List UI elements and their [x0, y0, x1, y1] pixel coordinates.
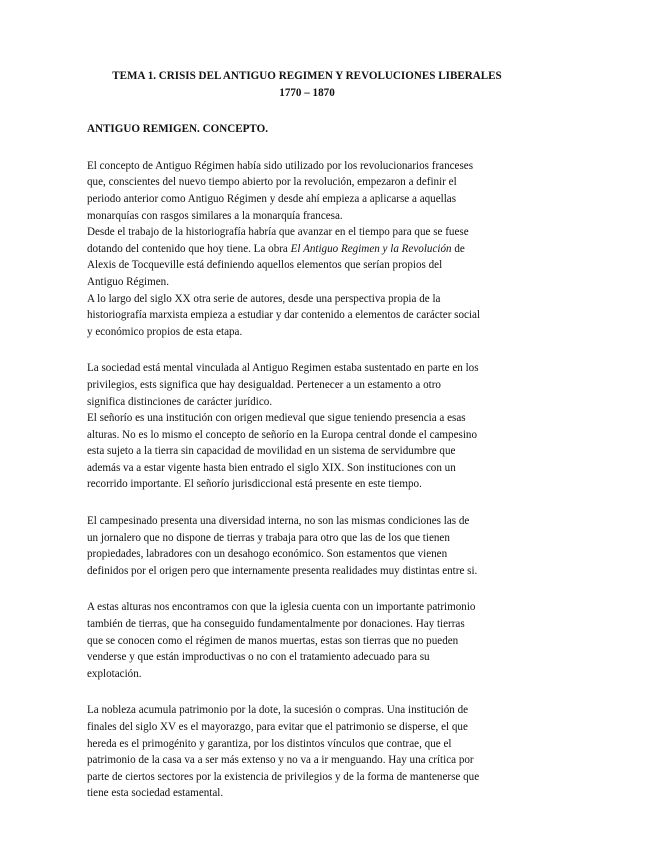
text-line: también de tierras, que ha conseguido fundamentalmente por donaciones. Hay tierras: [87, 618, 465, 631]
text-line: Alexis de Tocqueville está definiendo aquellos elementos que serían propios del: [87, 259, 443, 272]
text-line: privilegios, ests significa que hay desigualdad. Pertenecer a un estamento a otro: [87, 378, 441, 391]
document-page: [87, 68, 527, 802]
paragraph-8: [87, 702, 527, 802]
text-block-1: [87, 158, 527, 341]
text-block-2: [87, 360, 527, 493]
text-line: patrimonio de la casa va a ser más extenso y no va a ir menguando. Hay una crítica por: [87, 754, 474, 767]
text-line: monarquías con rasgos similares a la monarquía francesa.: [87, 209, 343, 222]
text-line: que se conocen como el régimen de manos muertas, estas son tierras que no pueden: [87, 634, 459, 647]
paragraph-4: [87, 360, 527, 410]
text-line: propiedades, labradores con un desahogo económico. Son estamentos que vienen: [87, 548, 448, 561]
text-line: alturas. No es lo mismo el concepto de señorío en la Europa central donde el campesino: [87, 428, 478, 441]
text-line: historiografía marxista empieza a estudiar y dar contenido a elementos de carácter social: [87, 309, 481, 322]
text-line: El concepto de Antiguo Régimen había sido utilizado por los revolucionarios franceses: [87, 159, 474, 172]
paragraph-3: [87, 291, 527, 341]
text-run: de: [451, 242, 465, 255]
text-line: que, conscientes del nuevo tiempo abierto por la revolución, empezaron a definir el: [87, 176, 457, 189]
paragraph-7: [87, 599, 527, 682]
text-line: además va a estar vigente hasta bien entrado el siglo XIX. Son instituciones con un: [87, 461, 456, 474]
paragraph-2: [87, 224, 527, 290]
text-block-4: [87, 599, 527, 682]
paragraph-6: [87, 513, 527, 579]
text-line: hereda es el primogénito y garantiza, por los distintos vínculos que contrae, que el: [87, 737, 452, 750]
text-line: parte de ciertos sectores por la existencia de privilegios y de la forma de mantenerse que: [87, 770, 480, 783]
text-line: La sociedad está mental vinculada al Antiguo Regimen estaba sustentado en parte en los: [87, 362, 479, 375]
text-line: significa distinciones de carácter jurídico.: [87, 395, 273, 408]
text-line: A lo largo del siglo XX otra serie de autores, desde una perspectiva propia de la: [87, 292, 441, 305]
text-line: El señorío es una institución con origen medieval que sigue teniendo presencia a esas: [87, 412, 466, 425]
paragraph-5: [87, 410, 527, 493]
text-line: Antiguo Régimen.: [87, 275, 169, 288]
text-line: recorrido importante. El señorío jurisdiccional está presente en este tiempo.: [87, 478, 422, 491]
text-line: definidos por el origen pero que internamente presenta realidades muy distintas entre si.: [87, 564, 478, 577]
text-line: [87, 241, 527, 258]
text-run: dotando del contenido que hoy tiene. La obra: [87, 242, 291, 255]
text-block-5: [87, 702, 527, 802]
text-line: finales del siglo XV es el mayorazgo, para evitar que el patrimonio se disperse, el que: [87, 721, 468, 733]
text-block-3: [87, 513, 527, 579]
text-line: esta sujeto a la tierra sin capacidad de movilidad en un sistema de servidumbre que: [87, 445, 456, 458]
text-line: un jornalero que no dispone de tierras y trabaja para otro que las de los que tienen: [87, 531, 450, 544]
title-line-2: 1770 – 1870: [279, 86, 335, 99]
paragraph-1: [87, 158, 527, 224]
book-title: El Antiguo Regimen y la Revolución: [290, 242, 452, 255]
text-line: Desde el trabajo de la historiografía habría que avanzar en el tiempo para que se fuese: [87, 226, 469, 239]
text-line: La nobleza acumula patrimonio por la dote, la sucesión o compras. Una institución de: [87, 704, 469, 717]
title-line-1: TEMA 1. CRISIS DEL ANTIGUO REGIMEN Y REVOLUCIONES LIBERALES: [112, 70, 502, 82]
text-line: A estas alturas nos encontramos con que la iglesia cuenta con un importante patrimonio: [87, 601, 476, 614]
document-title: [87, 68, 527, 101]
text-line: periodo anterior como Antiguo Régimen y desde ahí empieza a aplicarse a aquellas: [87, 192, 457, 205]
text-line: tiene esta sociedad estamental.: [87, 787, 224, 800]
text-line: El campesinado presenta una diversidad interna, no son las mismas condiciones las de: [87, 515, 470, 528]
text-line: explotación.: [87, 667, 142, 680]
text-line: venderse y que están improductivas o no con el tratamiento adecuado para su: [87, 651, 430, 664]
section-heading: ANTIGUO REMIGEN. CONCEPTO.: [87, 123, 269, 136]
text-line: y económico propios de esta etapa.: [87, 325, 243, 338]
